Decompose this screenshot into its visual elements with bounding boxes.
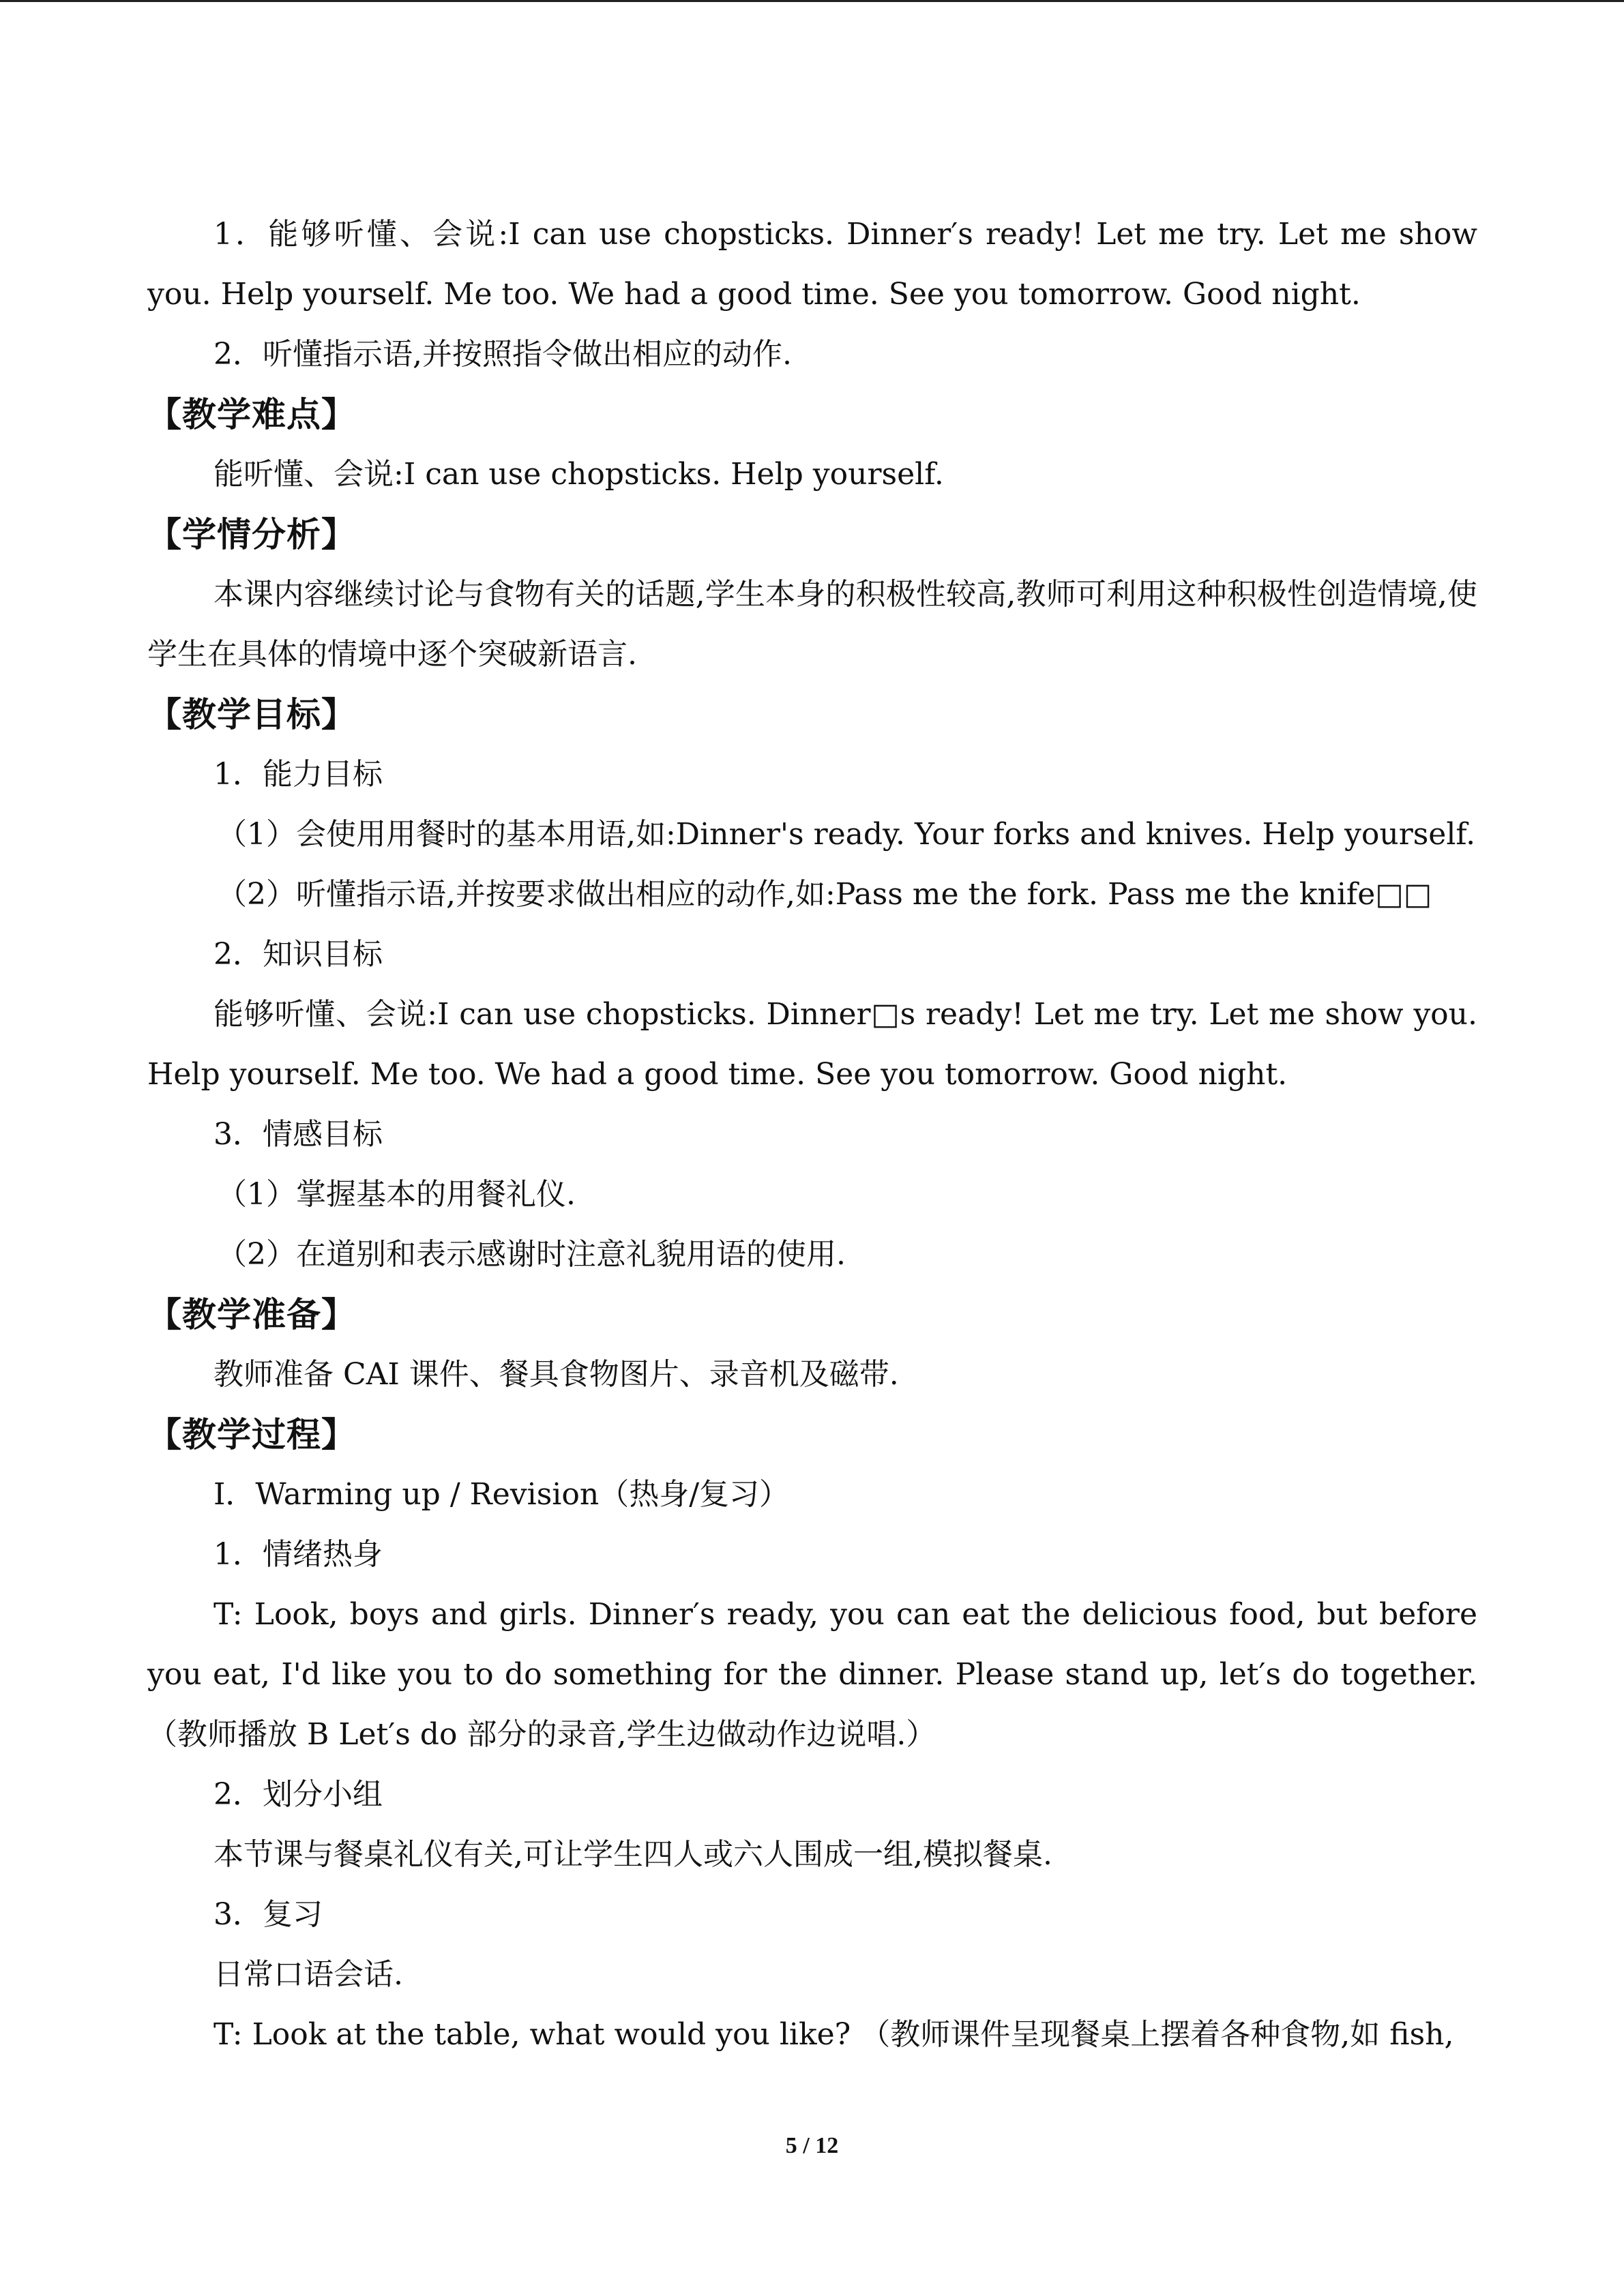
sub-list-item: （2）听懂指示语,并按要求做出相应的动作,如:Pass me the fork. Pass me the knife□□: [217, 877, 1432, 912]
body-paragraph: T: Look, boys and girls. Dinner′s ready, you can eat the delicious food, but before you eat, I'd like you to do something for the dinner. Please stand up, let′s do together. （教师播放 B Let′s do 部分的录音,学生边做动作边说唱.）: [147, 1597, 1477, 1752]
body-paragraph: 本课内容继续讨论与食物有关的话题,学生本身的积极性较高,教师可利用这种积极性创造情境,使学生在具体的情境中逐个突破新语言.: [147, 577, 1477, 672]
body-line: 教师准备 CAI 课件、餐具食物图片、录音机及磁带.: [213, 1357, 899, 1392]
section-heading-difficulties: 【教学难点】: [147, 395, 356, 434]
list-item: 3．情感目标: [213, 1117, 383, 1152]
page-number: 5 / 12: [785, 2133, 839, 2158]
sub-list-item: （1）会使用用餐时的基本用语,如:Dinner's ready. Your forks and knives. Help yourself.: [217, 817, 1476, 852]
body-line: 能听懂、会说:I can use chopsticks. Help yourself.: [213, 457, 944, 492]
section-heading-objectives: 【教学目标】: [147, 695, 356, 734]
document-body: [147, 205, 1477, 2065]
body-line: 日常口语会话.: [213, 1957, 403, 1992]
body-line: 本节课与餐桌礼仪有关,可让学生四人或六人围成一组,模拟餐桌.: [213, 1837, 1052, 1872]
body-paragraph: 1．能够听懂、会说:I can use chopsticks. Dinner′s ready! Let me try. Let me show you. Help yourself. Me too. We had a good time. See you tomorrow. Good night.: [147, 217, 1477, 312]
section-heading-process: 【教学过程】: [147, 1415, 356, 1455]
list-item: 1．情绪热身: [213, 1537, 383, 1572]
list-item: 3．复习: [213, 1897, 323, 1932]
sub-list-item: （1）掌握基本的用餐礼仪.: [217, 1177, 576, 1212]
list-item: 1．能力目标: [213, 757, 383, 792]
section-heading-preparation: 【教学准备】: [147, 1295, 356, 1335]
body-paragraph: 能够听懂、会说:I can use chopsticks. Dinner□s ready! Let me try. Let me show you. Help yourself. Me too. We had a good time. See you tomorrow. Good night.: [147, 997, 1477, 1092]
top-border-line: [0, 0, 1624, 2]
list-item: 2．知识目标: [213, 937, 383, 972]
list-item: 2．听懂指示语,并按照指令做出相应的动作.: [213, 337, 792, 372]
list-item: Ⅰ．Warming up / Revision（热身/复习）: [213, 1477, 790, 1512]
sub-list-item: （2）在道别和表示感谢时注意礼貌用语的使用.: [217, 1237, 846, 1272]
list-item: 2．划分小组: [213, 1777, 383, 1812]
body-paragraph: T: Look at the table, what would you like? （教师课件呈现餐桌上摆着各种食物,如 fish,: [213, 2017, 1454, 2052]
section-heading-analysis: 【学情分析】: [147, 515, 356, 554]
